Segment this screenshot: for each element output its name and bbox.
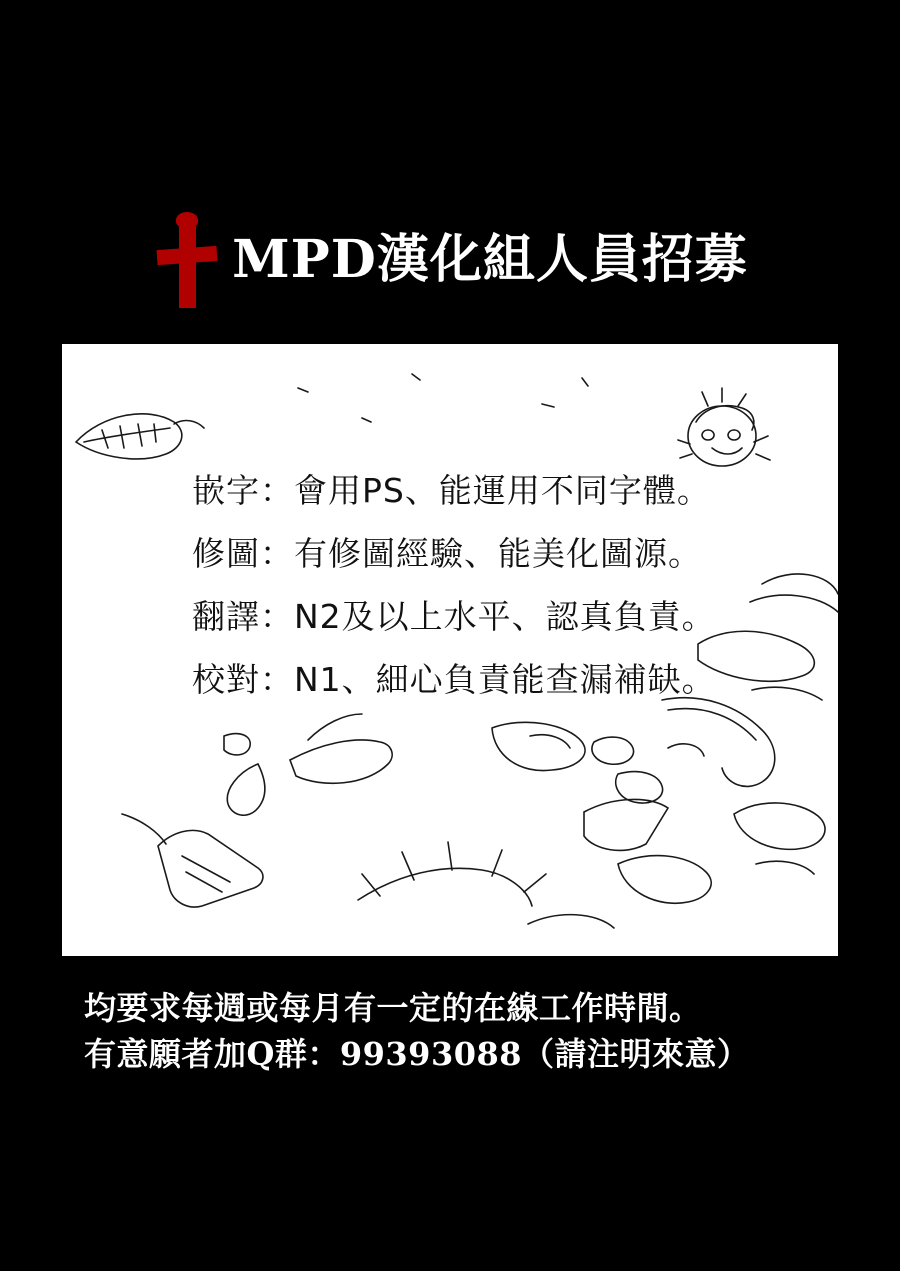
poster-footer xyxy=(84,985,864,1078)
list-item: 翻譯：N2及以上水平、認真負責。 xyxy=(192,597,716,636)
requirements-list xyxy=(192,471,812,726)
page-title: MPD漢化組人員招募 xyxy=(232,229,748,290)
content-panel xyxy=(62,344,838,956)
footer-line-contact: 有意願者加Q群：99393088（請注明來意） xyxy=(84,1035,750,1074)
poster-header xyxy=(0,205,900,315)
footer-line-requirement: 均要求每週或每月有一定的在線工作時間。 xyxy=(84,989,702,1027)
list-item: 修圖：有修圖經驗、能美化圖源。 xyxy=(192,534,702,573)
list-item: 校對：N1、細心負責能查漏補缺。 xyxy=(192,660,716,699)
list-item: 嵌字：會用PS、能運用不同字體。 xyxy=(192,471,711,510)
cross-icon xyxy=(152,210,222,310)
